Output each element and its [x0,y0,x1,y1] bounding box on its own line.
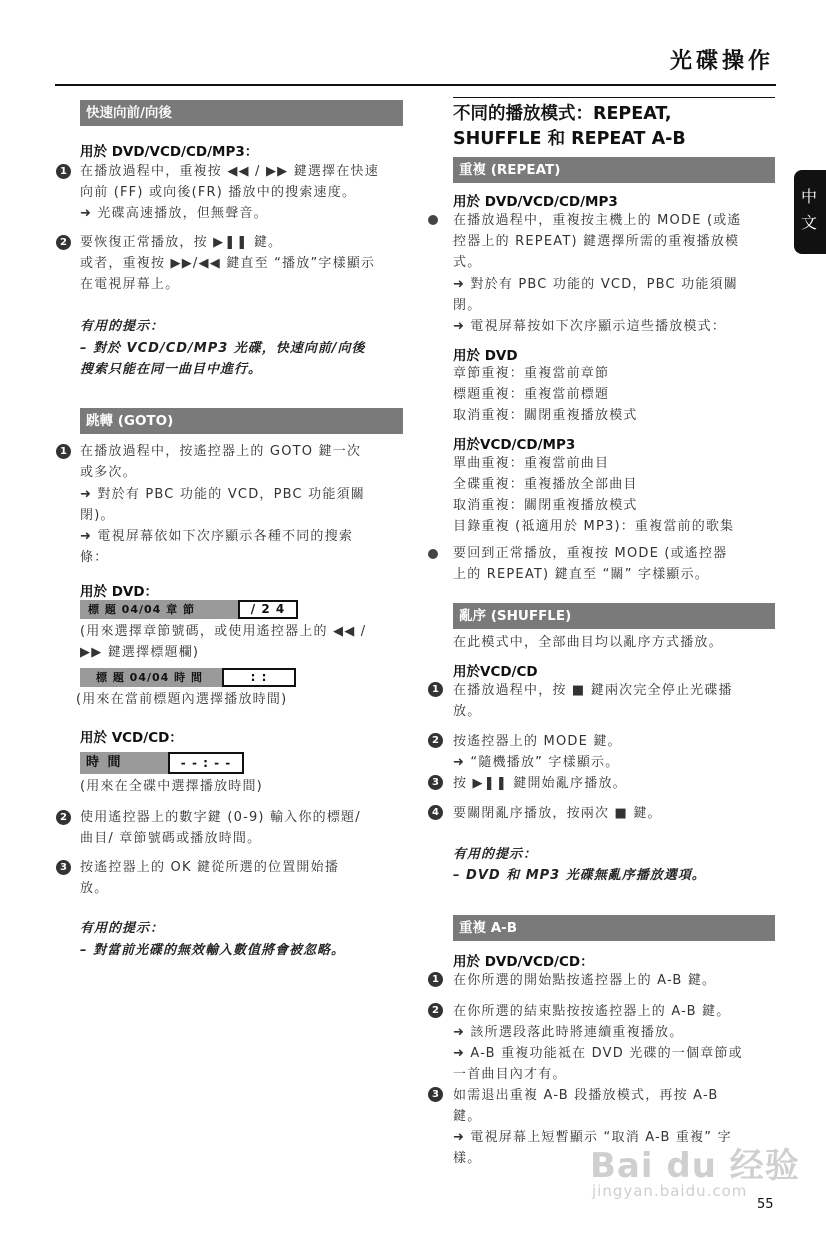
ab-step2-result3: 一首曲目內才有。 [453,1067,567,1082]
step-number-2: 2 [428,1003,443,1018]
shuffle-step3-line1: 按 ▶❚❚ 鍵開始亂序播放。 [453,776,627,791]
shuffle-step4-line1: 要關閉亂序播放，按兩次 ■ 鍵。 [453,806,662,821]
repeat-b1-result3: ➜ 電視屏幕按如下次序顯示這些播放模式： [453,319,727,334]
shuffle-intro: 在此模式中，全部曲目均以亂序方式播放。 [453,635,723,650]
goto-step1-line2: 或多次。 [80,465,137,480]
repeat-b2-line2: 上的 REPEAT) 鍵直至 “關” 字樣顯示。 [453,567,709,582]
goto-dvd-label: 用於 DVD： [80,584,159,600]
step-number-3: 3 [428,1087,443,1102]
repeat-vcd-mode1: 單曲重複：重複當前曲目 [453,456,610,471]
watermark-logo: Bai du 经验 [590,1146,800,1186]
goto-vcd-label: 用於 VCD/CD： [80,730,183,746]
repeat-b1-line2: 控器上的 REPEAT) 鍵選擇所需的重複播放模 [453,234,740,249]
ff-applies-label: 用於 DVD/VCD/CD/MP3： [80,144,259,160]
bullet-dot [428,215,438,225]
ff-step2-line3: 在電視屏幕上。 [80,277,180,292]
goto-step2-line2: 曲目/ 章節號碼或播放時間。 [80,831,262,846]
goto-step1-result3: ➜ 電視屏幕依如下次序顯示各種不同的搜索 [80,529,354,544]
osd-bar-title-time-label: 標 題 04/04 時 間 [96,671,203,684]
goto-step1-result4: 條： [80,550,109,565]
osd-title-time-value: : : [222,668,296,687]
modes-title-line2: SHUFFLE 和 REPEAT A-B [453,129,686,149]
repeat-b1-line1: 在播放過程中，重複按主機上的 MODE (或遙 [453,213,742,228]
ff-tip-line1: – 對於 VCD/CD/MP3 光碟，快速向前/向後 [80,341,366,356]
repeat-b1-line3: 式。 [453,255,482,270]
osd-chapter-note-line1: (用來選擇章節號碼，或使用遙控器上的 ◀◀ / [80,624,367,639]
ff-step2-line1: 要恢復正常播放，按 ▶❚❚ 鍵。 [80,235,283,250]
page-title: 光碟操作 [669,49,774,74]
step-number-1: 1 [428,972,443,987]
ff-tip-title: 有用的提示： [80,319,165,334]
ff-step1-line2: 向前 (FF) 或向後(FR) 播放中的搜索速度。 [80,185,357,200]
ff-step1-line1: 在播放過程中，重複按 ◀◀ / ▶▶ 鍵選擇在快速 [80,164,379,179]
page-number: 55 [757,1197,774,1212]
repeat-b2-line1: 要回到正常播放，重複按 MODE (或遙控器 [453,546,728,561]
ab-step3-result1: ➜ 電視屏幕上短暫顯示 “取消 A-B 重複” 字 [453,1130,732,1145]
repeat-dvd-mode3: 取消重複：關閉重複播放模式 [453,408,638,423]
goto-step1-result2: 閉)。 [80,508,115,523]
osd-chapter-value: / 2 4 [238,600,298,619]
section-heading-shuffle: 亂序 (SHUFFLE) [453,603,775,629]
ab-step1-line1: 在你所選的開始點按遙控器上的 A-B 鍵。 [453,973,717,988]
section-heading-fast-forward: 快速向前/向後 [80,100,403,126]
goto-step2-line1: 使用遙控器上的數字鍵 (0-9) 輸入你的標題/ [80,810,361,825]
step-number-3: 3 [428,775,443,790]
right-column-divider [453,97,775,98]
repeat-applies-label: 用於 DVD/VCD/CD/MP3 [453,194,618,210]
repeat-vcd-label: 用於VCD/CD/MP3 [453,437,576,453]
step-number-4: 4 [428,805,443,820]
repeat-dvd-mode1: 章節重複：重複當前章節 [453,366,610,381]
repeat-vcd-mode3: 取消重複：關閉重複播放模式 [453,498,638,513]
shuffle-step1-line2: 放。 [453,704,482,719]
step-number-2: 2 [428,733,443,748]
header-divider [55,84,776,86]
shuffle-step1-line1: 在播放過程中，按 ■ 鍵兩次完全停止光碟播 [453,683,733,698]
repeat-dvd-label: 用於 DVD [453,348,518,364]
shuffle-tip-title: 有用的提示： [453,847,538,862]
ff-tip-line2: 搜索只能在同一曲目中進行。 [80,362,263,377]
shuffle-step2-line1: 按遙控器上的 MODE 鍵。 [453,734,622,749]
ab-step3-line2: 鍵。 [453,1109,482,1124]
ab-step3-result2: 樣。 [453,1151,482,1166]
goto-step1-result1: ➜ 對於有 PBC 功能的 VCD，PBC 功能須關 [80,487,365,502]
osd-disc-time-note: (用來在全碟中選擇播放時間) [80,779,263,794]
step-number-1: 1 [56,444,71,459]
ab-step2-result2: ➜ A-B 重複功能祗在 DVD 光碟的一個章節或 [453,1046,743,1061]
repeat-vcd-mode4: 目錄重複 (祗適用於 MP3)：重複當前的歌集 [453,519,735,534]
watermark-url: jingyan.baidu.com [592,1182,748,1200]
shuffle-step2-result: ➜ “隨機播放” 字樣顯示。 [453,755,620,770]
step-number-2: 2 [56,235,71,250]
ab-step3-line1: 如需退出重複 A-B 段播放模式，再按 A-B [453,1088,719,1103]
section-heading-repeat: 重複 (REPEAT) [453,157,775,183]
step-number-1: 1 [428,682,443,697]
goto-step3-line1: 按遙控器上的 OK 鍵從所選的位置開始播 [80,860,340,875]
ff-step2-line2: 或者，重複按 ▶▶/◀◀ 鍵直至 “播放”字樣顯示 [80,256,376,271]
step-number-2: 2 [56,810,71,825]
modes-title-line1: 不同的播放模式：REPEAT, [453,104,672,124]
repeat-b1-result1: ➜ 對於有 PBC 功能的 VCD，PBC 功能須關 [453,277,738,292]
goto-step3-line2: 放。 [80,881,109,896]
repeat-vcd-mode2: 全碟重複：重複播放全部曲目 [453,477,638,492]
section-heading-repeat-ab: 重複 A-B [453,915,775,941]
step-number-3: 3 [56,860,71,875]
osd-bar-disc-time-label: 時 間 [86,755,123,770]
bullet-dot [428,549,438,559]
shuffle-tip-line1: – DVD 和 MP3 光碟無亂序播放選項。 [453,868,706,883]
osd-title-time-note: (用來在當前標題內選擇播放時間) [76,692,288,707]
osd-bar-chapter-label: 標 題 04/04 章 節 [88,603,195,616]
repeat-b1-result2: 閉。 [453,298,482,313]
ff-step1-result: ➜ 光碟高速播放，但無聲音。 [80,206,268,221]
goto-tip-line1: – 對當前光碟的無效輸入數值將會被忽略。 [80,943,346,958]
goto-step1-line1: 在播放過程中，按遙控器上的 GOTO 鍵一次 [80,444,362,459]
language-tab [794,170,826,254]
repeat-dvd-mode2: 標題重複：重複當前標題 [453,387,610,402]
section-heading-goto: 跳轉 (GOTO) [80,408,403,434]
language-tab-label: 中文 [800,187,817,232]
osd-chapter-note-line2: ▶▶ 鍵選擇標題欄) [80,645,200,660]
step-number-1: 1 [56,164,71,179]
ab-step2-result1: ➜ 該所選段落此時將連續重複播放。 [453,1025,684,1040]
shuffle-applies-label: 用於VCD/CD [453,664,538,680]
ab-applies-label: 用於 DVD/VCD/CD： [453,954,594,970]
goto-tip-title: 有用的提示： [80,921,165,936]
ab-step2-line1: 在你所選的結束點按按遙控器上的 A-B 鍵。 [453,1004,731,1019]
osd-disc-time-value: - - : - - [168,752,244,774]
